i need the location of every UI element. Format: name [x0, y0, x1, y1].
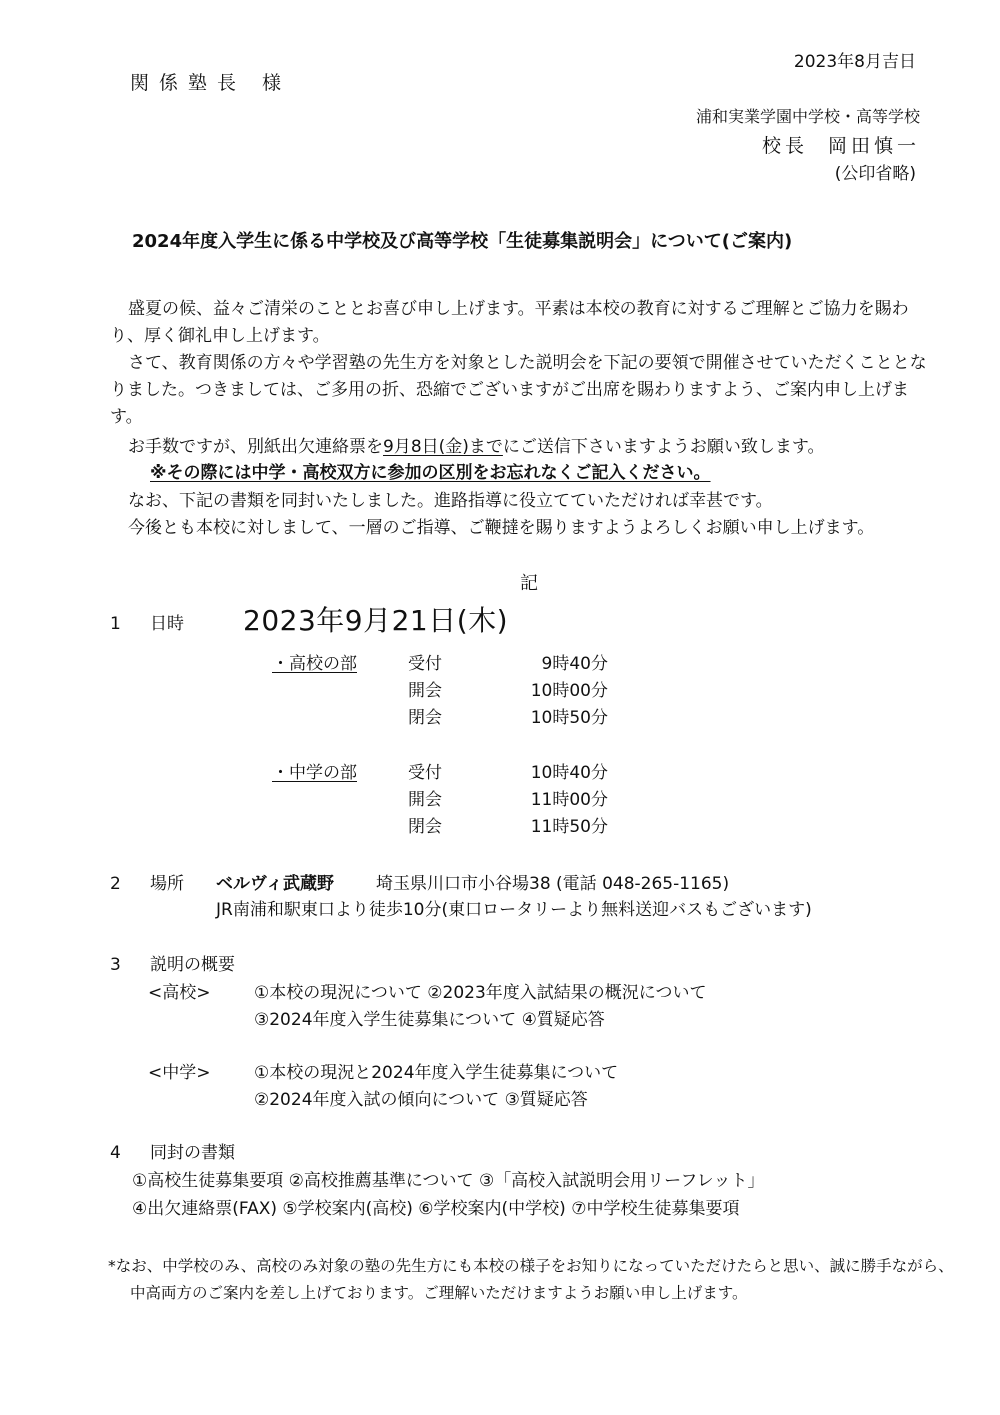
- schedule-row: [408, 761, 608, 788]
- item-number: 3: [110, 955, 121, 975]
- item-label: 説明の概要: [150, 955, 235, 975]
- schedule-row: [408, 788, 608, 815]
- item-overview-heading: [110, 953, 235, 977]
- schedule-row: [408, 679, 608, 706]
- item-number: 4: [110, 1143, 121, 1163]
- overview-middle-label: <中学>: [148, 1063, 211, 1083]
- schedule-row-time: 9時40分: [541, 654, 608, 674]
- overview-middle-line-2: ②2024年度入試の傾向について ③質疑応答: [254, 1090, 588, 1110]
- body-paragraph-1: 盛夏の候、益々ご清栄のこととお喜び申し上げます。平素は本校の教育に対するご理解とご協力を賜わり、厚く御礼申し上げます。: [110, 299, 909, 346]
- schedule-row-time: 10時50分: [530, 708, 608, 728]
- enclosures-line-1: ①高校生徒募集要項 ②高校推薦基準について ③「高校入試説明会用リーフレット」: [132, 1171, 765, 1191]
- venue-name: ベルヴィ武蔵野: [216, 874, 334, 894]
- item-datetime-heading: [110, 612, 184, 636]
- overview-high-line-1: ①本校の現況について ②2023年度入試結果の概況について: [254, 983, 707, 1003]
- schedule-row-label: 閉会: [408, 708, 442, 728]
- schedule-middle: [272, 761, 608, 842]
- schedule-row-label: 受付: [408, 654, 442, 674]
- event-date: 2023年9月21日(木): [243, 604, 509, 637]
- sender-school: 浦和実業学園中学校・高等学校: [695, 107, 920, 126]
- sender-title: 校長: [761, 135, 808, 157]
- document-date: 2023年8月吉日: [793, 52, 916, 72]
- venue-address: 埼玉県川口市小谷場38 (電話 048-265-1165): [376, 874, 730, 894]
- footnote: *なお、中学校のみ、高校のみ対象の塾の先生方にも本校の様子をお知りになっていただけたらと思い、誠に勝手ながら、中高両方のご案内を差し上げております。ご理解いただけますようお願い申し上げます。: [108, 1257, 954, 1302]
- schedule-row: [408, 706, 608, 733]
- schedule-row-time: 10時40分: [530, 763, 608, 783]
- item-label: 場所: [150, 874, 184, 894]
- attendance-note: ※その際には中学・高校双方に参加の区別をお忘れなくご記入ください。: [150, 463, 711, 483]
- item-place-heading: [110, 872, 729, 896]
- enclosures-line-2: ④出欠連絡票(FAX) ⑤学校案内(高校) ⑥学校案内(中学校) ⑦中学校生徒募集要項: [132, 1199, 740, 1219]
- venue-access: JR南浦和駅東口より徒歩10分(東口ロータリーより無料送迎バスもございます): [216, 900, 812, 920]
- body-paragraph-6: 今後とも本校に対しまして、一層のご指導、ご鞭撻を賜りますようよろしくお願い申し上げます。: [128, 518, 875, 538]
- item-label: 日時: [150, 614, 184, 634]
- schedule-row-label: 閉会: [408, 817, 442, 837]
- sender-name: 岡田慎一: [827, 135, 920, 157]
- reply-deadline: 9月8日(金)まで: [383, 437, 503, 457]
- overview-high-line-2: ③2024年度入学生徒募集について ④質疑応答: [254, 1010, 605, 1030]
- sender-signature: [762, 133, 920, 159]
- middle-school-section-label: ・中学の部: [272, 763, 357, 783]
- body-paragraph-2: さて、教育関係の方々や学習塾の先生方を対象とした説明会を下記の要領で開催させていただくこととなりました。つきましては、ご多用の折、恐縮でございますがご出席を賜わりますよう、ご案内申し上げます。: [110, 353, 927, 427]
- schedule-row-label: 受付: [408, 763, 442, 783]
- seal-note: (公印省略): [834, 164, 916, 184]
- high-school-section-label: ・高校の部: [272, 654, 357, 674]
- overview-high-label: <高校>: [148, 983, 211, 1003]
- addressee: 関係塾長 様: [130, 72, 292, 94]
- schedule-row-label: 開会: [408, 681, 442, 701]
- schedule-row-time: 10時00分: [530, 681, 608, 701]
- request-text: お手数ですが、別紙出欠連絡票を: [128, 437, 383, 457]
- item-number: 2: [110, 874, 121, 894]
- item-label: 同封の書類: [150, 1143, 235, 1163]
- item-enclosures-heading: [110, 1141, 235, 1165]
- ki-heading: 記: [520, 573, 538, 594]
- schedule-row-label: 開会: [408, 790, 442, 810]
- document-title: 2024年度入学生に係る中学校及び高等学校「生徒募集説明会」について(ご案内): [132, 231, 793, 252]
- schedule-high: [272, 652, 608, 733]
- overview-middle-line-1: ①本校の現況と2024年度入学生徒募集について: [254, 1063, 619, 1083]
- request-text-end: にご送信下さいますようお願い致します。: [502, 437, 825, 457]
- body-paragraph-5: なお、下記の書類を同封いたしました。進路指導に役立てていただければ幸甚です。: [128, 491, 773, 511]
- schedule-row: [408, 815, 608, 842]
- body-paragraph-3: [128, 435, 825, 459]
- schedule-row: [408, 652, 608, 679]
- item-number: 1: [110, 614, 121, 634]
- schedule-row-time: 11時00分: [530, 790, 608, 810]
- schedule-row-time: 11時50分: [530, 817, 608, 837]
